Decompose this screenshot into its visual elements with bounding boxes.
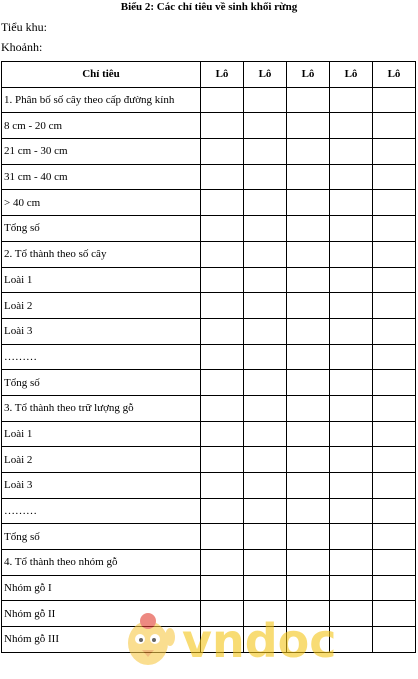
lot-value-cell[interactable] (287, 216, 330, 242)
lot-value-cell[interactable] (201, 627, 244, 653)
lot-value-cell[interactable] (373, 113, 416, 139)
lot-value-cell[interactable] (373, 344, 416, 370)
row-label: Nhóm gỗ I (2, 575, 201, 601)
lot-value-cell[interactable] (287, 370, 330, 396)
lot-value-cell[interactable] (201, 241, 244, 267)
lot-value-cell[interactable] (244, 498, 287, 524)
lot-value-cell[interactable] (373, 421, 416, 447)
lot-value-cell[interactable] (287, 344, 330, 370)
lot-value-cell[interactable] (373, 524, 416, 550)
row-label: Loài 1 (2, 267, 201, 293)
lot-value-cell[interactable] (287, 421, 330, 447)
lot-value-cell[interactable] (330, 524, 373, 550)
lot-value-cell[interactable] (201, 575, 244, 601)
lot-value-cell[interactable] (244, 87, 287, 113)
lot-value-cell[interactable] (373, 627, 416, 653)
lot-value-cell[interactable] (201, 447, 244, 473)
lot-value-cell[interactable] (287, 113, 330, 139)
lot-value-cell[interactable] (373, 550, 416, 576)
lot-value-cell[interactable] (373, 575, 416, 601)
lot-value-cell[interactable] (330, 395, 373, 421)
lot-value-cell[interactable] (330, 293, 373, 319)
row-label: Tổng số (2, 216, 201, 242)
lot-value-cell[interactable] (244, 139, 287, 165)
lot-value-cell[interactable] (330, 344, 373, 370)
lot-value-cell[interactable] (330, 550, 373, 576)
lot-value-cell[interactable] (373, 190, 416, 216)
lot-value-cell[interactable] (287, 190, 330, 216)
lot-value-cell[interactable] (201, 344, 244, 370)
lot-value-cell[interactable] (287, 601, 330, 627)
lot-value-cell[interactable] (330, 113, 373, 139)
table-row (2, 524, 416, 550)
lot-value-cell[interactable] (330, 190, 373, 216)
lot-value-cell[interactable] (330, 216, 373, 242)
lot-value-cell[interactable] (373, 473, 416, 499)
table-row (2, 139, 416, 165)
table-row (2, 87, 416, 113)
lot-value-cell[interactable] (244, 113, 287, 139)
lot-value-cell[interactable] (201, 395, 244, 421)
compartment-label: Khoảnh: (1, 40, 43, 54)
lot-value-cell[interactable] (201, 267, 244, 293)
lot-value-cell[interactable] (330, 164, 373, 190)
lot-value-cell[interactable] (244, 216, 287, 242)
lot-value-cell[interactable] (244, 267, 287, 293)
lot-value-cell[interactable] (201, 601, 244, 627)
lot-value-cell[interactable] (287, 164, 330, 190)
row-label: > 40 cm (2, 190, 201, 216)
table-row (2, 344, 416, 370)
lot-value-cell[interactable] (244, 241, 287, 267)
lot-value-cell[interactable] (287, 473, 330, 499)
subzone-label: Tiểu khu: (1, 20, 47, 34)
lot-value-cell[interactable] (373, 370, 416, 396)
table-row (2, 370, 416, 396)
lot-value-cell[interactable] (373, 447, 416, 473)
lot-value-cell[interactable] (287, 87, 330, 113)
lot-value-cell[interactable] (201, 87, 244, 113)
row-label: ……… (2, 344, 201, 370)
lot-value-cell[interactable] (330, 601, 373, 627)
row-label: Loài 3 (2, 318, 201, 344)
table-row (2, 575, 416, 601)
table-row (2, 293, 416, 319)
lot-value-cell[interactable] (373, 216, 416, 242)
lot-value-cell[interactable] (201, 524, 244, 550)
lot-value-cell[interactable] (287, 241, 330, 267)
row-label: 2. Tổ thành theo số cây (2, 241, 201, 267)
page-title: Biểu 2: Các chỉ tiêu về sinh khối rừng (120, 1, 298, 13)
lot-value-cell[interactable] (330, 498, 373, 524)
header-lot: Lô (287, 62, 330, 88)
table-row (2, 190, 416, 216)
table-row (2, 601, 416, 627)
table-row (2, 164, 416, 190)
lot-value-cell[interactable] (201, 498, 244, 524)
row-label: ……… (2, 498, 201, 524)
row-label: Loài 1 (2, 421, 201, 447)
lot-value-cell[interactable] (201, 216, 244, 242)
table-row (2, 267, 416, 293)
row-label: 1. Phân bố số cây theo cấp đường kính (2, 87, 201, 113)
row-label: 31 cm - 40 cm (2, 164, 201, 190)
lot-value-cell[interactable] (244, 601, 287, 627)
lot-value-cell[interactable] (373, 139, 416, 165)
header-lot: Lô (373, 62, 416, 88)
table-row (2, 447, 416, 473)
lot-value-cell[interactable] (201, 550, 244, 576)
lot-value-cell[interactable] (201, 139, 244, 165)
table-row (2, 216, 416, 242)
table-row (2, 241, 416, 267)
lot-value-cell[interactable] (201, 370, 244, 396)
lot-value-cell[interactable] (330, 370, 373, 396)
lot-value-cell[interactable] (287, 267, 330, 293)
table-row (2, 473, 416, 499)
lot-value-cell[interactable] (373, 318, 416, 344)
lot-value-cell[interactable] (244, 550, 287, 576)
lot-value-cell[interactable] (201, 190, 244, 216)
lot-value-cell[interactable] (330, 627, 373, 653)
lot-value-cell[interactable] (244, 318, 287, 344)
lot-value-cell[interactable] (287, 498, 330, 524)
header-criteria: Chỉ tiêu (2, 62, 201, 88)
row-label: Tổng số (2, 370, 201, 396)
table-row (2, 395, 416, 421)
lot-value-cell[interactable] (373, 87, 416, 113)
row-label: Tổng số (2, 524, 201, 550)
lot-value-cell[interactable] (287, 395, 330, 421)
lot-value-cell[interactable] (330, 447, 373, 473)
table-row (2, 627, 416, 653)
table-header-row (2, 62, 416, 88)
lot-value-cell[interactable] (244, 190, 287, 216)
lot-value-cell[interactable] (373, 164, 416, 190)
row-label: Loài 3 (2, 473, 201, 499)
row-label: 21 cm - 30 cm (2, 139, 201, 165)
lot-value-cell[interactable] (287, 447, 330, 473)
lot-value-cell[interactable] (201, 113, 244, 139)
lot-value-cell[interactable] (287, 627, 330, 653)
table-row (2, 318, 416, 344)
lot-value-cell[interactable] (287, 318, 330, 344)
lot-value-cell[interactable] (244, 627, 287, 653)
lot-value-cell[interactable] (244, 395, 287, 421)
lot-value-cell[interactable] (330, 87, 373, 113)
lot-value-cell[interactable] (373, 293, 416, 319)
lot-value-cell[interactable] (201, 473, 244, 499)
lot-value-cell[interactable] (373, 601, 416, 627)
forest-biomass-table (1, 61, 416, 653)
lot-value-cell[interactable] (330, 267, 373, 293)
lot-value-cell[interactable] (244, 344, 287, 370)
lot-value-cell[interactable] (330, 241, 373, 267)
lot-value-cell[interactable] (201, 164, 244, 190)
lot-value-cell[interactable] (287, 293, 330, 319)
row-label: Loài 2 (2, 447, 201, 473)
table-row (2, 550, 416, 576)
lot-value-cell[interactable] (330, 575, 373, 601)
lot-value-cell[interactable] (244, 575, 287, 601)
lot-value-cell[interactable] (287, 575, 330, 601)
lot-value-cell[interactable] (330, 318, 373, 344)
lot-value-cell[interactable] (287, 139, 330, 165)
lot-value-cell[interactable] (244, 524, 287, 550)
table-row (2, 498, 416, 524)
header-lot: Lô (244, 62, 287, 88)
lot-value-cell[interactable] (244, 447, 287, 473)
lot-value-cell[interactable] (330, 421, 373, 447)
row-label: 8 cm - 20 cm (2, 113, 201, 139)
table-row (2, 113, 416, 139)
row-label: Nhóm gỗ III (2, 627, 201, 653)
lot-value-cell[interactable] (244, 164, 287, 190)
table-row (2, 421, 416, 447)
lot-value-cell[interactable] (244, 421, 287, 447)
lot-value-cell[interactable] (373, 241, 416, 267)
row-label: 4. Tổ thành theo nhóm gỗ (2, 550, 201, 576)
lot-value-cell[interactable] (244, 473, 287, 499)
lot-value-cell[interactable] (201, 318, 244, 344)
lot-value-cell[interactable] (373, 395, 416, 421)
lot-value-cell[interactable] (330, 473, 373, 499)
row-label: Loài 2 (2, 293, 201, 319)
lot-value-cell[interactable] (373, 498, 416, 524)
lot-value-cell[interactable] (244, 293, 287, 319)
row-label: Nhóm gỗ II (2, 601, 201, 627)
lot-value-cell[interactable] (201, 421, 244, 447)
lot-value-cell[interactable] (287, 524, 330, 550)
lot-value-cell[interactable] (330, 139, 373, 165)
row-label: 3. Tổ thành theo trữ lượng gỗ (2, 395, 201, 421)
lot-value-cell[interactable] (287, 550, 330, 576)
lot-value-cell[interactable] (373, 267, 416, 293)
header-lot: Lô (201, 62, 244, 88)
header-lot: Lô (330, 62, 373, 88)
lot-value-cell[interactable] (201, 293, 244, 319)
watermark-text: vndoc (182, 614, 337, 668)
lot-value-cell[interactable] (244, 370, 287, 396)
